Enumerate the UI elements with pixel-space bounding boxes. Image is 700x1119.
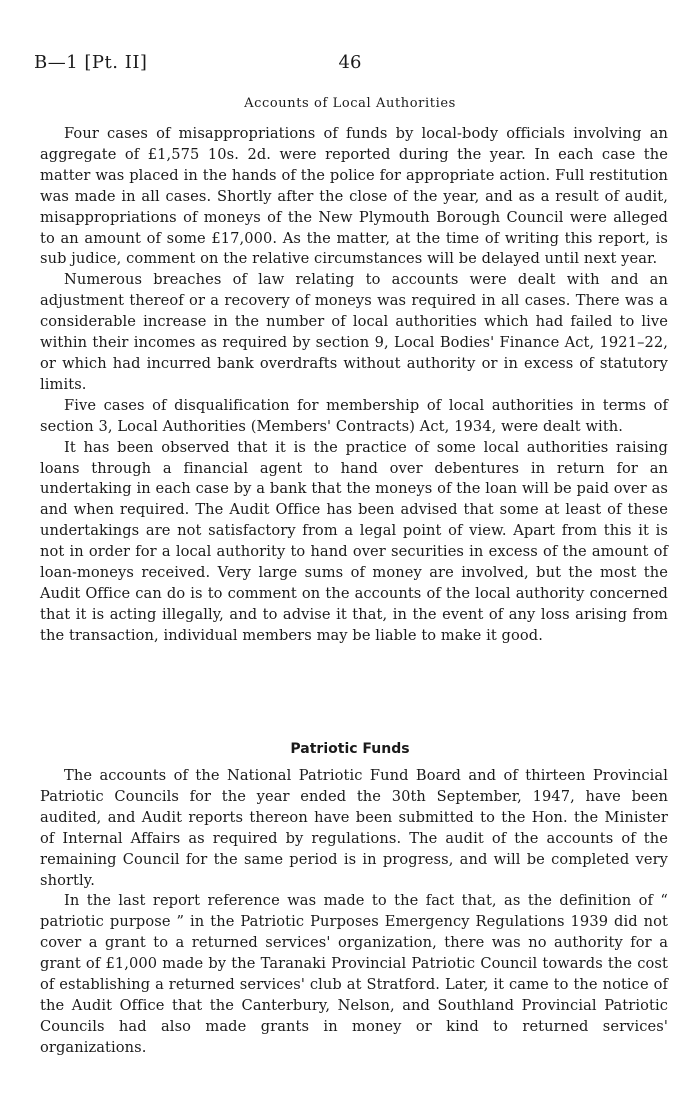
section-body-local-authorities — [40, 124, 668, 647]
paragraph: Numerous breaches of law relating to accounts were dealt with and an adjustment thereof or a recovery of moneys was required in all cases. There was a considerable increase in the number of local authorities which had failed to live within their incomes as required by section 9, Local Bodies' Finance Act, 1921–22, or which had incurred bank overdrafts without authority or in excess of statutory limits. — [40, 271, 668, 393]
paragraph: Five cases of disqualification for membership of local authorities in terms of section 3, Local Authorities (Members' Contracts) Act, 1934, were dealt with. — [40, 396, 668, 435]
document-reference: B—1 [Pt. II] — [34, 52, 148, 73]
page-number: 46 — [338, 52, 362, 73]
paragraph: Four cases of misappropriations of funds by local-body officials involving an aggregate of £1,575 10s. 2d. were reported during the year. In each case the matter was placed in the hands of the police for appropriate action. Full restitution was made in all cases. Shortly after the close of the year, and as a result of audit, misappropriations of moneys of the New Plymouth Borough Council were alleged to an amount of some £17,000. As the matter, at the time of writing this report, is sub judice, comment on the relative circumstances will be delayed until next year. — [40, 125, 668, 268]
page-header — [34, 52, 666, 76]
paragraph: In the last report reference was made to the fact that, as the definition of “ patriotic purpose ” in the Patriotic Purposes Emergency Regulations 1939 did not cover a grant to a returned services' organization, there was no authority for a grant of £1,000 made by the Taranaki Provincial Patriotic Council towards the cost of establishing a returned services' club at Stratford. Later, it came to the notice of the Audit Office that the Canterbury, Nelson, and Southland Provincial Patriotic Councils had also made grants in money or kind to returned services' organizations. — [40, 892, 668, 1056]
section-body-patriotic-funds — [40, 766, 668, 1059]
section-heading-patriotic-funds: Patriotic Funds — [290, 741, 410, 757]
section-heading-local-authorities: Accounts of Local Authorities — [244, 96, 456, 111]
paragraph: The accounts of the National Patriotic Fund Board and of thirteen Provincial Patriotic Councils for the year ended the 30th September, 1947, have been audited, and Audit reports thereon have been submitted to the Hon. the Minister of Internal Affairs as required by regulations. The audit of the accounts of the remaining Council for the same period is in progress, and will be completed very shortly. — [40, 767, 668, 889]
paragraph: It has been observed that it is the practice of some local authorities raising loans through a financial agent to hand over debentures in return for an undertaking in each case by a bank that the moneys of the loan will be paid over as and when required. The Audit Office has been advised that some at least of these undertakings are not satisfactory from a legal point of view. Apart from this it is not in order for a local authority to hand over securities in excess of the amount of loan-moneys received. Very large sums of money are involved, but the most the Audit Office can do is to comment on the accounts of the local authority concerned that it is acting illegally, and to advise it that, in the event of any loss arising from the transaction, individual members may be liable to make it good. — [40, 438, 668, 644]
